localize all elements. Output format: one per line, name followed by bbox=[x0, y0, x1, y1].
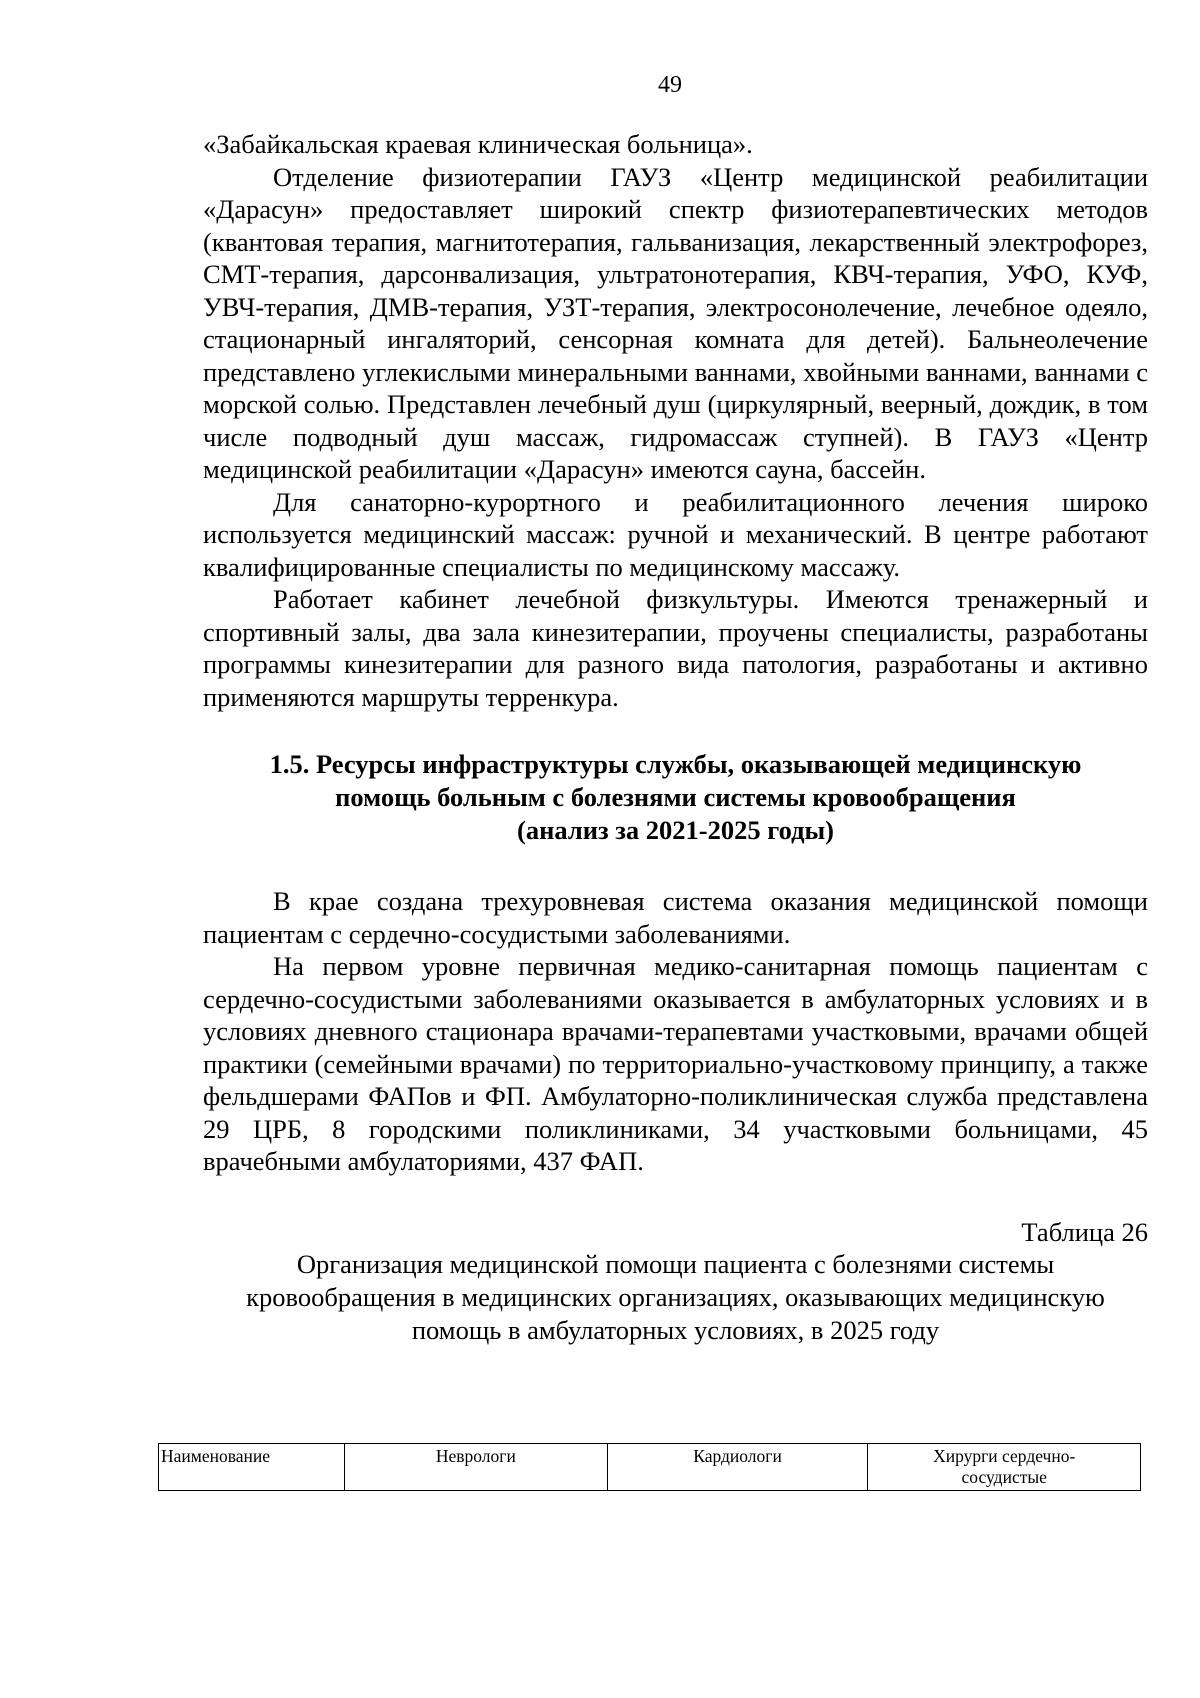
data-table bbox=[158, 1443, 1141, 1491]
table-caption-line: помощь в амбулаторных условиях, в 2025 году bbox=[411, 1315, 940, 1345]
table-caption-line: Организация медицинской помощи пациента с болезнями системы bbox=[296, 1249, 1055, 1279]
table-label: Таблица 26 bbox=[1021, 1216, 1148, 1247]
table-caption-line: кровообращения в медицинских организациях, оказывающих медицинскую bbox=[246, 1282, 1105, 1312]
table-caption bbox=[203, 1248, 1148, 1347]
header-neurologists: Неврологи bbox=[345, 1444, 608, 1491]
header-cardiologists: Кардиологи bbox=[607, 1444, 868, 1491]
page-content bbox=[203, 128, 1148, 1347]
paragraph-first-level: На первом уровне первичная медико-санитарная помощь пациентам с сердечно-сосудистыми заболеваниями оказывается в амбулаторных условиях и в условиях дневного стационара врачами-терапевтами участковыми, врачами общей практики (семейными врачами) по территориально-участковому принципу, а также фельдшерами ФАПов и ФП. Амбулаторно-поликлиническая служба представлена 29 ЦРБ, 8 городскими поликлиниками, 34 участковыми больницами, 45 врачебными амбулаториями, 437 ФАП. bbox=[203, 951, 1148, 1176]
table-header-row bbox=[159, 1444, 1141, 1491]
paragraph-exercise-therapy: Работает кабинет лечебной физкультуры. Имеются тренажерный и спортивный залы, два зала кинезитерапии, проучены специалисты, разработаны программы кинезитерапии для разного вида патология, разработаны и активно применяются маршруты терренкура. bbox=[203, 584, 1148, 712]
header-vascular-surgeons-line: Хирурги сердечно- bbox=[933, 1446, 1076, 1466]
section-heading-line: (анализ за 2021-2025 годы) bbox=[517, 815, 834, 845]
section-heading bbox=[203, 748, 1148, 847]
paragraph-hospital-name: «Забайкальская краевая клиническая больница». bbox=[203, 129, 753, 159]
page-number: 49 bbox=[658, 72, 682, 98]
section-heading-line: 1.5. Ресурсы инфраструктуры службы, оказывающей медицинскую bbox=[269, 749, 1082, 779]
paragraph-three-level-system: В крае создана трехуровневая система оказания медицинской помощи пациентам с сердечно-сосудистыми заболеваниями. bbox=[203, 886, 1148, 949]
section-heading-line: помощь больным с болезнями системы кровообращения bbox=[335, 782, 1016, 812]
paragraph-massage: Для санаторно-курортного и реабилитационного лечения широко используется медицинский массаж: ручной и механический. В центре работают квалифицированные специалисты по медицинскому массажу. bbox=[203, 486, 1148, 582]
paragraph-physiotherapy: Отделение физиотерапии ГАУЗ «Центр медицинской реабилитации «Дарасун» предоставляет широкий спектр физиотерапевтических методов (квантовая терапия, магнитотерапия, гальванизация, лекарственный электрофорез, СМТ-терапия, дарсонвализация, ультратонотерапия, КВЧ-терапия, УФО, КУФ, УВЧ-терапия, ДМВ-терапия, УЗТ-терапия, электросонолечение, лечебное одеяло, стационарный ингаляторий, сенсорная комната для детей). Бальнеолечение представлено углекислыми минеральными ваннами, хвойными ваннами, ваннами с морской солью. Представлен лечебный душ (циркулярный, веерный, дождик, в том числе подводный душ массаж, гидромассаж ступней). В ГАУЗ «Центр медицинской реабилитации «Дарасун» имеются сауна, бассейн. bbox=[203, 161, 1148, 484]
header-name: Наименование bbox=[159, 1444, 345, 1491]
header-vascular-surgeons-line: сосудистые bbox=[961, 1467, 1047, 1487]
header-vascular-surgeons bbox=[868, 1444, 1141, 1491]
